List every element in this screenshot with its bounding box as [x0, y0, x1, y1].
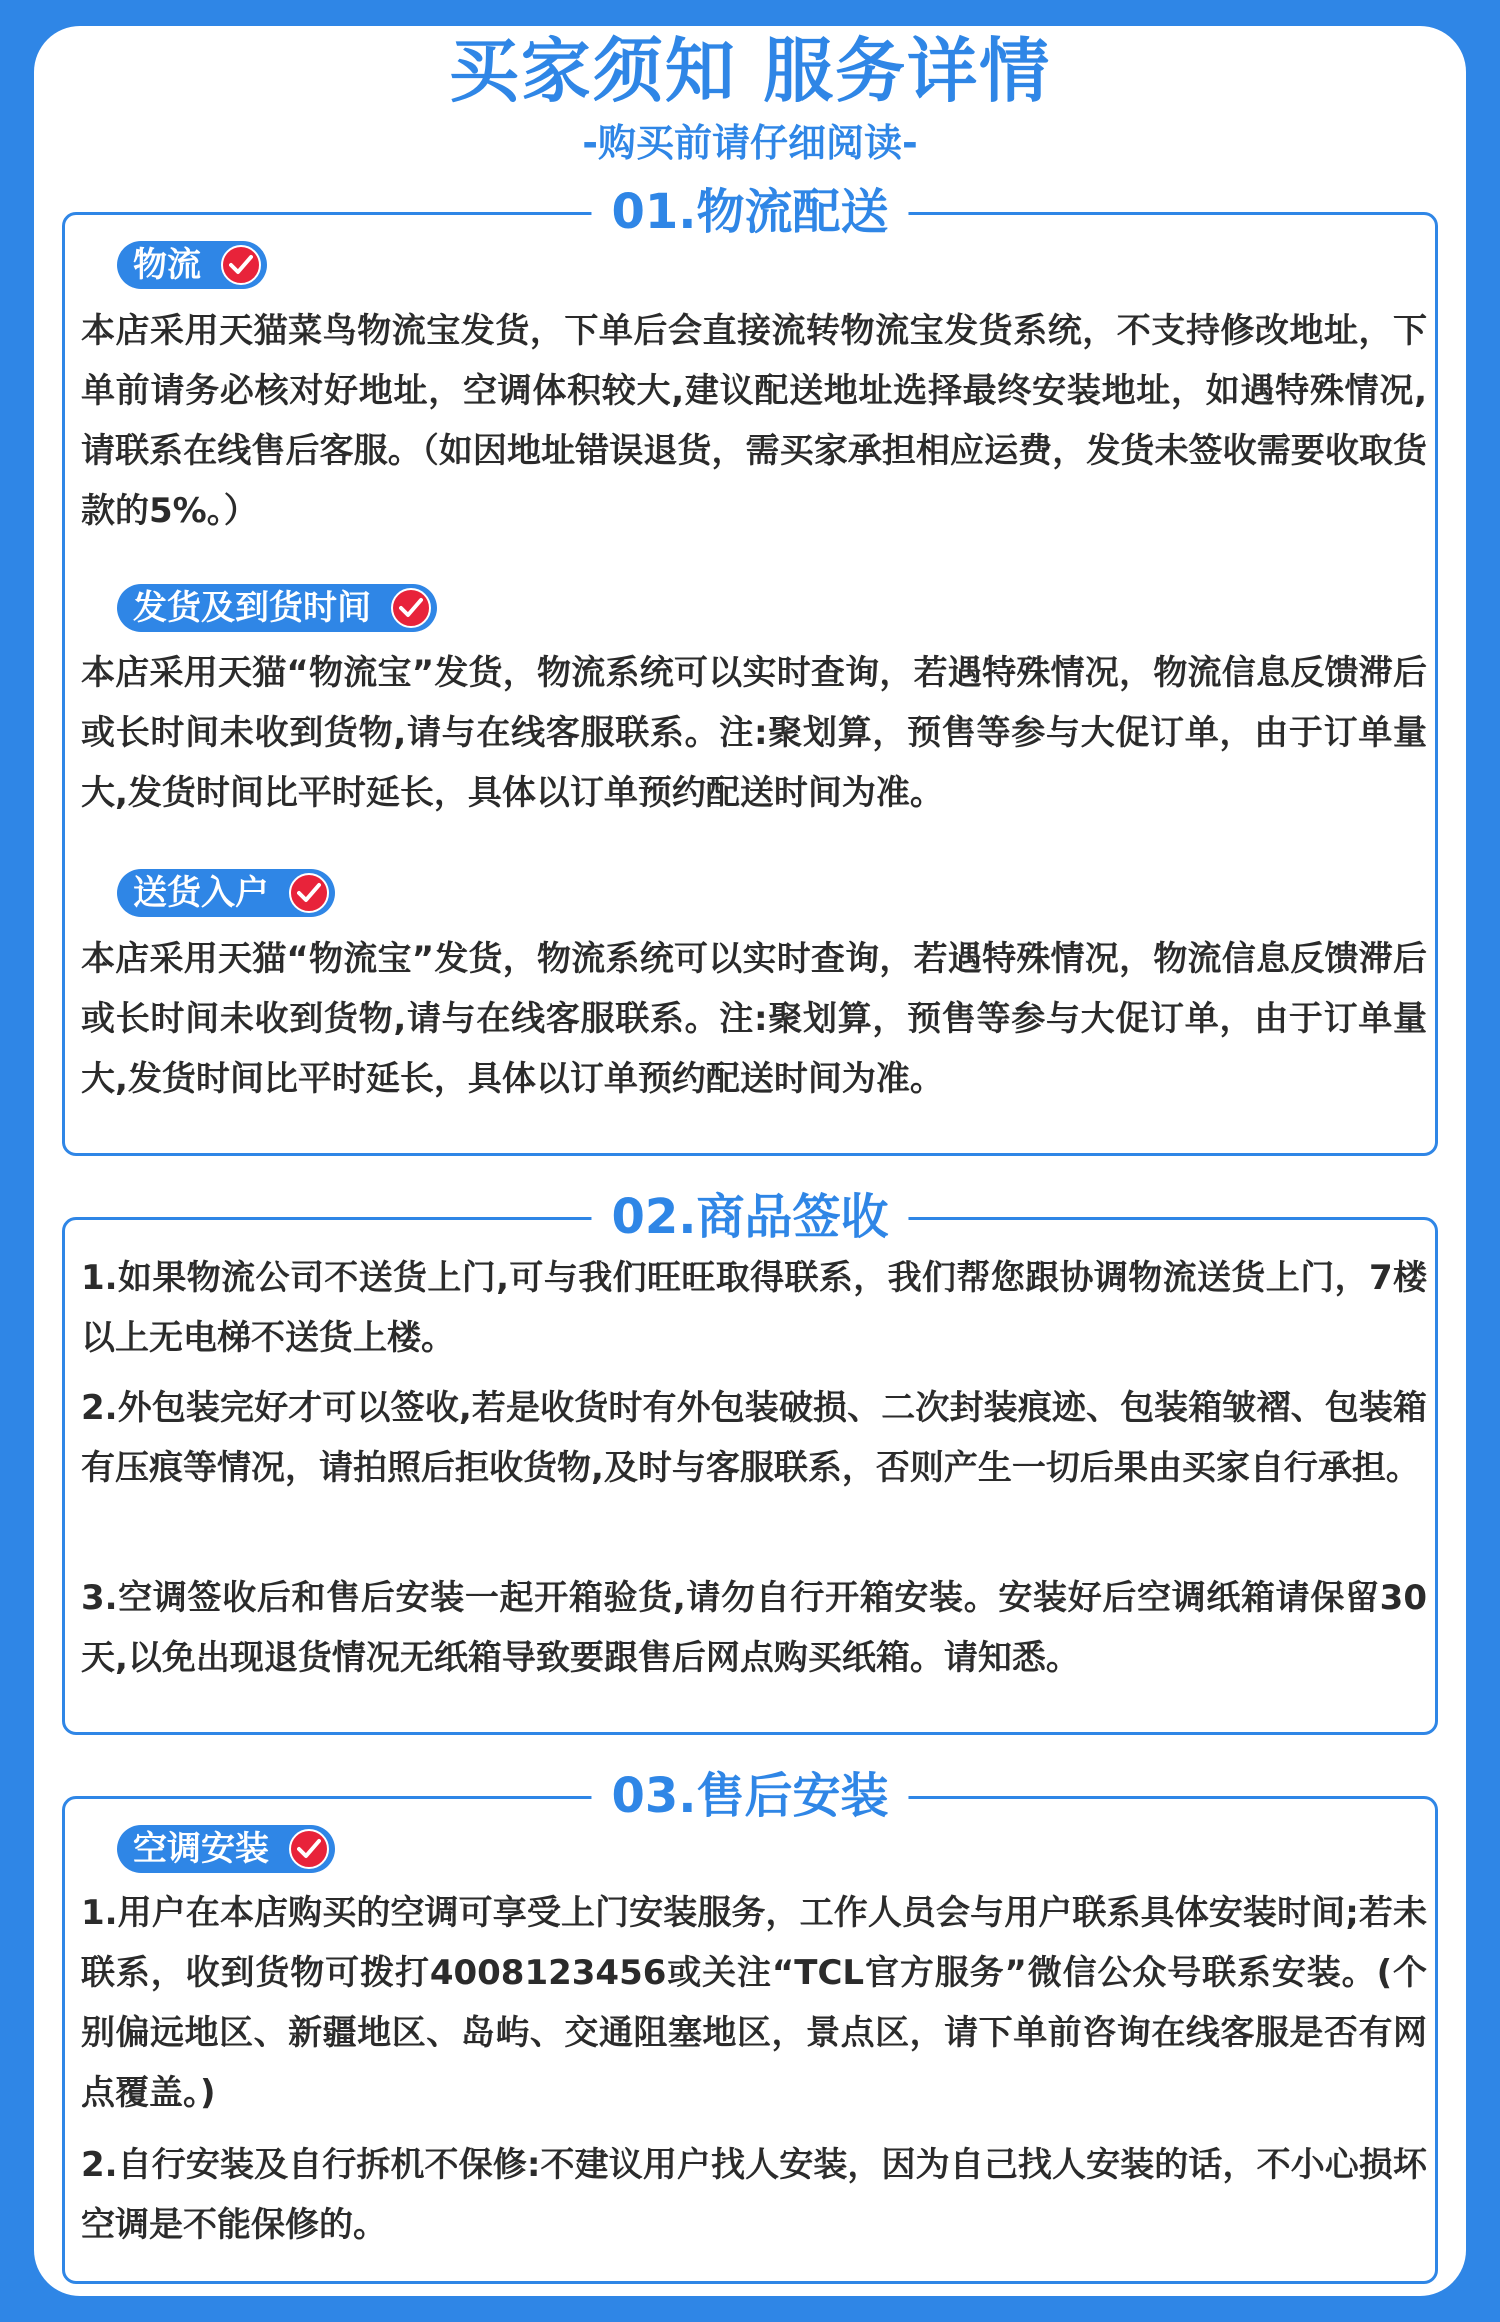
list-item: 1.如果物流公司不送货上门,可与我们旺旺取得联系，我们帮您跟协调物流送货上门，7楼以上无电梯不送货上楼。	[81, 1258, 1427, 1358]
checkmark-icon	[391, 588, 431, 628]
section-sign-for-goods	[62, 1189, 1438, 1735]
section-logistics	[62, 184, 1438, 1156]
badge-logistics	[117, 241, 267, 289]
badge-label: 空调安装	[133, 1829, 269, 1869]
section-title: 02.商品签收	[591, 1184, 908, 1250]
badge-ac-installation	[117, 1825, 335, 1873]
checkmark-icon	[221, 245, 261, 285]
list-item: 3.空调签收后和售后安装一起开箱验货,请勿自行开箱安装。安装好后空调纸箱请保留30天,以免出现退货情况无纸箱导致要跟售后网点购买纸箱。请知悉。	[81, 1578, 1427, 1678]
list-item: 2.外包装完好才可以签收,若是收货时有外包装破损、二次封装痕迹、包装箱皱褶、包装箱有压痕等情况，请拍照后拒收货物,及时与客服联系，否则产生一切后果由买家自行承担。	[81, 1388, 1427, 1488]
badge-label: 物流	[133, 245, 201, 285]
paragraph-logistics: 本店采用天猫菜鸟物流宝发货，下单后会直接流转物流宝发货系统，不支持修改地址，下单前请务必核对好地址，空调体积较大,建议配送地址选择最终安装地址，如遇特殊情况,请联系在线售后客服。（如因地址错误退货，需买家承担相应运费，发货未签收需要收取货款的5%。）	[81, 311, 1427, 531]
paragraph-home-delivery: 本店采用天猫“物流宝”发货，物流系统可以实时查询，若遇特殊情况，物流信息反馈滞后或长时间未收到货物,请与在线客服联系。注:聚划算，预售等参与大促订单，由于订单量大,发货时间比平时延长，具体以订单预约配送时间为准。	[81, 939, 1427, 1099]
badge-label: 送货入户	[133, 873, 269, 913]
badge-delivery-time	[117, 584, 437, 632]
checkmark-icon	[289, 873, 329, 913]
list-item: 2.自行安装及自行拆机不保修:不建议用户找人安装，因为自己找人安装的话，不小心损坏空调是不能保修的。	[81, 2145, 1427, 2245]
page-subtitle: -购买前请仔细阅读-	[582, 121, 918, 165]
checkmark-icon	[289, 1829, 329, 1869]
section-title: 03.售后安装	[591, 1763, 908, 1829]
page-title: 买家须知 服务详情	[448, 30, 1052, 112]
section-title: 01.物流配送	[591, 179, 908, 245]
list-item: 1.用户在本店购买的空调可享受上门安装服务，工作人员会与用户联系具体安装时间;若未联系，收到货物可拨打4008123456或关注“TCL官方服务”微信公众号联系安装。(个别偏远地区、新疆地区、岛屿、交通阻塞地区，景点区，请下单前咨询在线客服是否有网点覆盖。)	[81, 1893, 1427, 2113]
badge-label: 发货及到货时间	[133, 588, 371, 628]
section-after-sales-installation	[62, 1768, 1438, 2284]
badge-home-delivery	[117, 869, 335, 917]
paragraph-delivery-time: 本店采用天猫“物流宝”发货，物流系统可以实时查询，若遇特殊情况，物流信息反馈滞后或长时间未收到货物,请与在线客服联系。注:聚划算，预售等参与大促订单，由于订单量大,发货时间比平时延长，具体以订单预约配送时间为准。	[81, 653, 1427, 813]
